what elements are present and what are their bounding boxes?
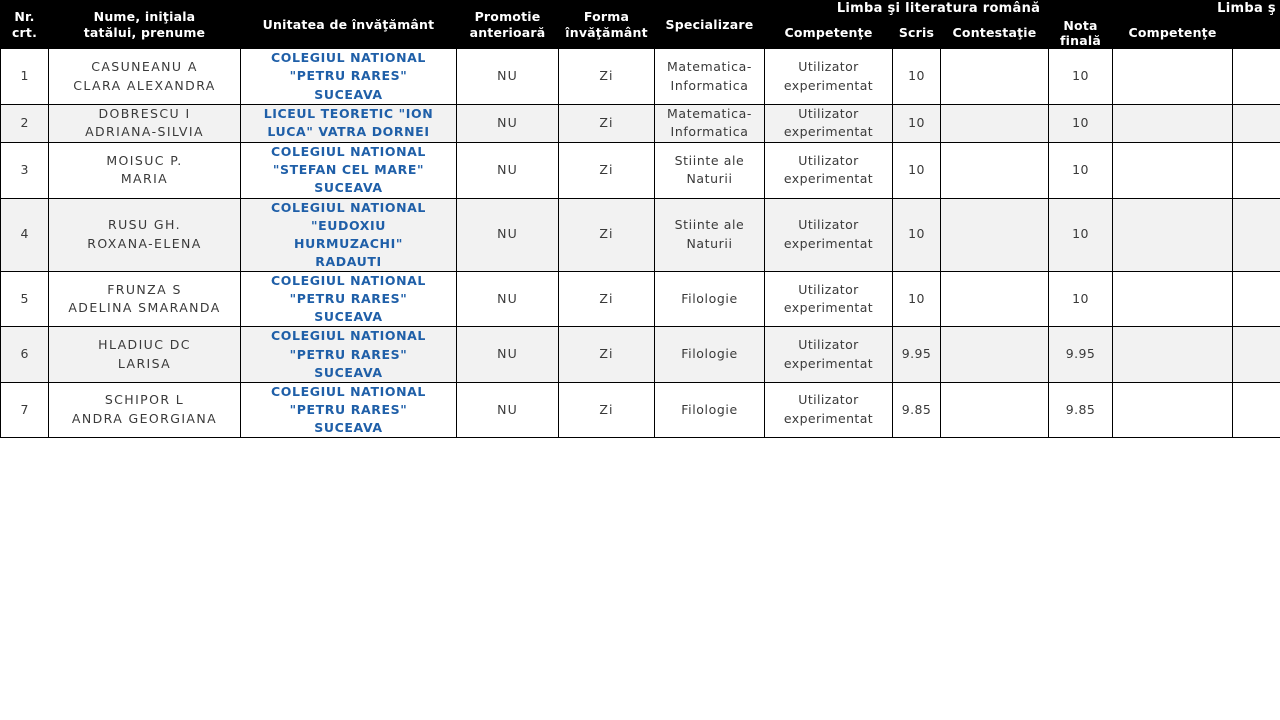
cell-school: [241, 382, 457, 437]
cell-nota-finala: 10: [1049, 272, 1113, 327]
header-row-top: [1, 1, 1280, 18]
cell-competente-limba2: [1113, 327, 1233, 382]
header-competente-romana: Competenţe: [765, 17, 893, 49]
cell-competente-limba2: [1113, 104, 1233, 143]
cell-promotie: NU: [457, 272, 559, 327]
cell-promotie: NU: [457, 198, 559, 272]
cell-comp-line1: Utilizator: [798, 392, 859, 408]
cell-spec-line2: Informatica: [670, 124, 749, 140]
cell-name: [49, 49, 241, 104]
table-header: [1, 1, 1280, 49]
cell-contestatie: [941, 382, 1049, 437]
cell-nr: 4: [1, 198, 49, 272]
cell-name-line1: MOISUC P.: [106, 152, 183, 168]
cell-nr: 2: [1, 104, 49, 143]
cell-school: [241, 49, 457, 104]
cell-forma: Zi: [559, 104, 655, 143]
cell-specializare: [655, 104, 765, 143]
cell-comp-line1: Utilizator: [798, 281, 859, 297]
table-row: [1, 49, 1280, 104]
cell-comp-line2: experimentat: [783, 171, 874, 187]
table-row: [1, 327, 1280, 382]
cell-contestatie: [941, 327, 1049, 382]
header-extra: [1233, 17, 1280, 49]
cell-school-line2: LUCA" VATRA DORNEI: [267, 124, 430, 140]
cell-specializare: Filologie: [655, 382, 765, 437]
cell-competente: [765, 49, 893, 104]
header-group-romana: Limba şi literatura română: [765, 1, 1113, 18]
cell-name-line1: HLADIUC DC: [98, 336, 191, 352]
cell-name: [49, 272, 241, 327]
cell-extra: [1233, 143, 1280, 198]
cell-school-line2: "EUDOXIU: [311, 217, 386, 233]
cell-comp-line2: experimentat: [783, 355, 874, 371]
cell-spec-line1: Stiinte ale: [674, 217, 745, 233]
cell-nota-finala: 10: [1049, 143, 1113, 198]
cell-nota-finala: 10: [1049, 49, 1113, 104]
cell-forma: Zi: [559, 198, 655, 272]
cell-competente-limba2: [1113, 198, 1233, 272]
cell-name-line2: CLARA ALEXANDRA: [73, 77, 216, 93]
cell-school-line2: "PETRU RARES": [289, 68, 408, 84]
header-nota-finala: [1049, 17, 1113, 49]
cell-school-line1: COLEGIUL NATIONAL: [271, 328, 426, 344]
cell-name-line2: LARISA: [117, 355, 172, 371]
cell-scris: 10: [893, 198, 941, 272]
cell-school: [241, 198, 457, 272]
cell-promotie: NU: [457, 104, 559, 143]
cell-promotie: NU: [457, 382, 559, 437]
cell-nota-finala: 9.95: [1049, 327, 1113, 382]
cell-promotie: NU: [457, 49, 559, 104]
cell-forma: Zi: [559, 49, 655, 104]
cell-name-line2: ROXANA-ELENA: [87, 235, 202, 251]
header-nr-line1: Nr.: [14, 9, 35, 25]
cell-school-line2: "PETRU RARES": [289, 346, 408, 362]
cell-school: [241, 143, 457, 198]
table-row: [1, 198, 1280, 272]
header-scris: Scris: [893, 17, 941, 49]
cell-name-line2: ADRIANA-SILVIA: [85, 124, 204, 140]
cell-school-line1: COLEGIUL NATIONAL: [271, 50, 426, 66]
cell-school-line3: SUCEAVA: [314, 86, 383, 102]
cell-comp-line1: Utilizator: [798, 217, 859, 233]
cell-school-line2: "PETRU RARES": [289, 291, 408, 307]
cell-specializare: [655, 49, 765, 104]
table-row: [1, 272, 1280, 327]
cell-scris: 10: [893, 143, 941, 198]
cell-name-line1: DOBRESCU I: [98, 105, 191, 121]
header-name-line2: tatălui, prenume: [83, 24, 206, 40]
cell-competente-limba2: [1113, 143, 1233, 198]
cell-nr: 6: [1, 327, 49, 382]
cell-spec-line1: Matematica-: [667, 105, 752, 121]
cell-name-line2: MARIA: [120, 171, 169, 187]
cell-school-line2: "STEFAN CEL MARE": [272, 162, 425, 178]
cell-school: [241, 327, 457, 382]
header-nota-line1: Nota: [1063, 17, 1098, 33]
header-forma-line1: Forma: [583, 9, 630, 25]
cell-nota-finala: 10: [1049, 104, 1113, 143]
cell-extra: [1233, 327, 1280, 382]
cell-nr: 3: [1, 143, 49, 198]
cell-spec-line1: Matematica-: [667, 58, 752, 74]
cell-extra: [1233, 198, 1280, 272]
cell-contestatie: [941, 49, 1049, 104]
cell-spec-line1: Stiinte ale: [674, 152, 745, 168]
header-forma: [559, 1, 655, 49]
cell-scris: 9.85: [893, 382, 941, 437]
cell-nr: 1: [1, 49, 49, 104]
cell-contestatie: [941, 104, 1049, 143]
cell-competente: [765, 143, 893, 198]
cell-scris: 10: [893, 49, 941, 104]
cell-promotie: NU: [457, 327, 559, 382]
cell-school-line3: SUCEAVA: [314, 309, 383, 325]
header-specializare: Specializare: [655, 1, 765, 49]
header-forma-line2: învăţământ: [565, 24, 648, 40]
cell-competente-limba2: [1113, 272, 1233, 327]
cell-name-line1: RUSU GH.: [108, 217, 181, 233]
cell-nr: 5: [1, 272, 49, 327]
cell-scris: 10: [893, 272, 941, 327]
cell-comp-line1: Utilizator: [798, 336, 859, 352]
header-nr: [1, 1, 49, 49]
cell-school-line1: COLEGIUL NATIONAL: [271, 199, 426, 215]
cell-comp-line2: experimentat: [783, 235, 874, 251]
cell-school-line1: LICEUL TEORETIC "ION: [263, 106, 434, 122]
cell-name-line1: FRUNZA S: [107, 281, 182, 297]
cell-specializare: [655, 198, 765, 272]
cell-name-line2: ANDRA GEORGIANA: [71, 411, 218, 427]
cell-school-line3: SUCEAVA: [314, 420, 383, 436]
cell-competente: [765, 104, 893, 143]
table-row: [1, 382, 1280, 437]
header-group-limba2: Limba ş: [1113, 1, 1280, 18]
cell-extra: [1233, 49, 1280, 104]
cell-spec-line2: Naturii: [686, 171, 733, 187]
cell-name: [49, 198, 241, 272]
cell-specializare: Filologie: [655, 327, 765, 382]
header-promotie-line1: Promotie: [474, 9, 541, 25]
cell-comp-line2: experimentat: [783, 124, 874, 140]
cell-forma: Zi: [559, 143, 655, 198]
cell-comp-line2: experimentat: [783, 300, 874, 316]
cell-comp-line1: Utilizator: [798, 58, 859, 74]
cell-name-line2: ADELINA SMARANDA: [68, 300, 221, 316]
cell-school-line2: "PETRU RARES": [289, 401, 408, 417]
cell-contestatie: [941, 272, 1049, 327]
cell-competente: [765, 382, 893, 437]
header-school: Unitatea de învăţământ: [241, 1, 457, 49]
cell-name: [49, 327, 241, 382]
cell-name: [49, 143, 241, 198]
cell-specializare: [655, 143, 765, 198]
cell-spec-line2: Naturii: [686, 235, 733, 251]
header-promotie-line2: anterioară: [469, 24, 546, 40]
cell-comp-line1: Utilizator: [798, 105, 859, 121]
cell-school-line1: COLEGIUL NATIONAL: [271, 144, 426, 160]
cell-competente-limba2: [1113, 382, 1233, 437]
cell-extra: [1233, 104, 1280, 143]
cell-comp-line2: experimentat: [783, 77, 874, 93]
cell-nr: 7: [1, 382, 49, 437]
header-nr-line2: crt.: [11, 24, 38, 40]
cell-spec-line2: Informatica: [670, 77, 749, 93]
header-competente-limba2: Competenţe: [1113, 17, 1233, 49]
cell-competente: [765, 198, 893, 272]
cell-name: [49, 104, 241, 143]
cell-forma: Zi: [559, 272, 655, 327]
cell-competente: [765, 272, 893, 327]
cell-school-line4: RADAUTI: [315, 253, 382, 269]
cell-school-line3: HURMUZACHI": [294, 235, 403, 251]
cell-contestatie: [941, 198, 1049, 272]
cell-name-line1: SCHIPOR L: [104, 392, 185, 408]
header-contestatie: Contestaţie: [941, 17, 1049, 49]
table-body: [1, 49, 1280, 438]
cell-school-line1: COLEGIUL NATIONAL: [271, 273, 426, 289]
cell-school-line1: COLEGIUL NATIONAL: [271, 383, 426, 399]
cell-comp-line1: Utilizator: [798, 152, 859, 168]
cell-name: [49, 382, 241, 437]
table-row: [1, 104, 1280, 143]
cell-competente-limba2: [1113, 49, 1233, 104]
cell-promotie: NU: [457, 143, 559, 198]
cell-scris: 9.95: [893, 327, 941, 382]
table-row: [1, 143, 1280, 198]
header-name: [49, 1, 241, 49]
cell-school: [241, 104, 457, 143]
cell-extra: [1233, 382, 1280, 437]
cell-competente: [765, 327, 893, 382]
cell-name-line1: CASUNEANU A: [91, 58, 198, 74]
cell-school-line3: SUCEAVA: [314, 180, 383, 196]
cell-forma: Zi: [559, 327, 655, 382]
cell-extra: [1233, 272, 1280, 327]
cell-school: [241, 272, 457, 327]
cell-comp-line2: experimentat: [783, 411, 874, 427]
cell-school-line3: SUCEAVA: [314, 364, 383, 380]
cell-contestatie: [941, 143, 1049, 198]
cell-scris: 10: [893, 104, 941, 143]
cell-forma: Zi: [559, 382, 655, 437]
cell-nota-finala: 10: [1049, 198, 1113, 272]
header-nota-line2: finală: [1060, 33, 1101, 49]
cell-specializare: Filologie: [655, 272, 765, 327]
cell-nota-finala: 9.85: [1049, 382, 1113, 437]
header-name-line1: Nume, iniţiala: [93, 9, 196, 25]
header-promotie: [457, 1, 559, 49]
